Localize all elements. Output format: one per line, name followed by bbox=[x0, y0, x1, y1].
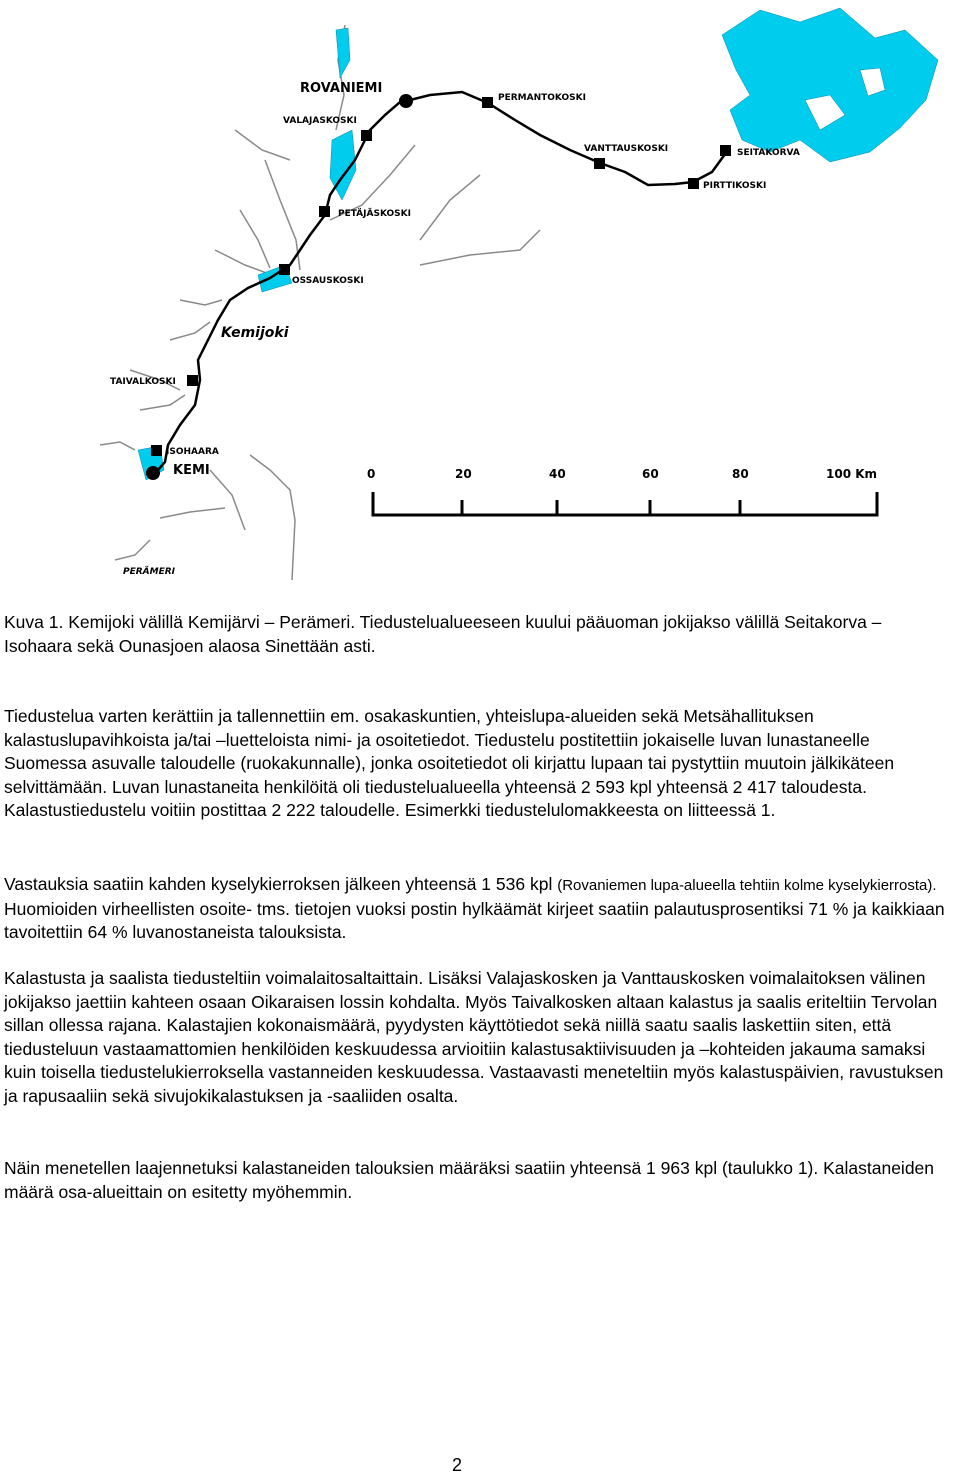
scale-label: 80 bbox=[732, 467, 749, 481]
scale-label: 0 bbox=[367, 467, 376, 481]
map-label-taivalkoski: TAIVALKOSKI bbox=[110, 377, 176, 387]
scale-label: 40 bbox=[549, 467, 566, 481]
paragraph-extrapolation: Näin menetellen laajennetuksi kalastaneiden talouksien määräksi saatiin yhteensä 1 963 kpl (taulukko 1). Kalastaneiden määrä osa-alueittain on esitetty myöhemmin. bbox=[4, 1158, 935, 1202]
responses-note: (Rovaniemen lupa-alueella tehtiin kolme kyselykierrosta). bbox=[557, 877, 937, 894]
map-label-ossauskoski: OSSAUSKOSKI bbox=[292, 276, 364, 286]
scale-label: 60 bbox=[642, 467, 659, 481]
map-label-pirttikoski: PIRTTIKOSKI bbox=[703, 181, 767, 191]
map-label-permantokoski: PERMANTOKOSKI bbox=[498, 93, 586, 103]
paragraph-address-collection: Tiedustelua varten kerättiin ja tallennettiin em. osakaskuntien, yhteislupa-alueiden sekä Metsähallituksen kalastuslupavihkoista ja/tai –luetteloista nimi- ja osoitetiedot. Tiedustelu postitettiin jokaiselle luvan lunastaneelle Suomessa asuvalle taloudelle (ruokakunnalle), jonka osoitetiedot oli kirjattu lupaan tai pystyttiin muutoin jälkikäteen selvittämään. Luvan lunastaneita henkilöitä oli tiedustelualueella yhteensä 2 593 kpl yhteensä 2 417 taloudesta. Kalastustiedustelu voitiin postittaa 2 222 taloudelle. Esimerkki tiedustelulomakkeesta on liitteessä 1. bbox=[4, 706, 895, 820]
map-label-kemi: KEMI bbox=[173, 463, 210, 478]
responses-text: Vastauksia saatiin kahden kyselykierroksen jälkeen yhteensä 1 536 kpl bbox=[4, 874, 558, 894]
map-label-rovaniemi: ROVANIEMI bbox=[300, 81, 383, 96]
paragraph-method: Kalastusta ja saalista tiedusteltiin voimalaitosaltaittain. Lisäksi Valajaskosken ja Vanttauskosken voimalaitoksen välinen jokijakso jaettiin kahteen osaan Oikaraisen lossin kohdalta. Myös Taivalkosken altaan kalastus ja saalis eriteltiin Tervolan sillan ollessa rajana. Kalastajien kokonaismäärä, pyydysten käyttötiedot sekä niillä saatu saalis laskettiin siten, että tiedusteluun vastaamattomien henkilöiden keskuudessa arvioitiin kalastusaktiivisuuden ja –kohteiden jakauma samaksi kuin toisella tiedustelukierroksella vastanneiden keskuudessa. Vastaavasti meneteltiin myös kalastuspäivien, ravustuksen ja rapusaaliin sekä sivujokikalastuksen ja -saaliiden osalta. bbox=[4, 968, 944, 1106]
map-label-seitakorva: SEITAKORVA bbox=[737, 148, 800, 158]
water-bodies bbox=[138, 8, 938, 480]
map-label-kemijoki: Kemijoki bbox=[221, 325, 289, 341]
page-number: 2 bbox=[452, 1455, 463, 1475]
paragraph-responses bbox=[4, 873, 946, 945]
map-label-petajaskoski: PETÄJÄSKOSKI bbox=[338, 209, 411, 219]
figure-caption: Kuva 1. Kemijoki välillä Kemijärvi – Perämeri. Tiedustelualueeseen kuului pääuoman jokijakso välillä Seitakorva – Isohaara sekä Ounasjoen alaosa Sinettään asti. bbox=[4, 612, 882, 656]
tributaries bbox=[100, 25, 540, 580]
scale-bar bbox=[367, 467, 877, 515]
scale-label: 100 Km bbox=[826, 467, 878, 481]
map-label-perameri: PERÄMERI bbox=[123, 567, 176, 577]
map-label-vanttauskoski: VANTTAUSKOSKI bbox=[584, 144, 669, 154]
river-map bbox=[0, 0, 960, 590]
map-label-valajaskoski: VALAJASKOSKI bbox=[283, 116, 357, 126]
responses-text-continued: Huomioiden virheellisten osoite- tms. tietojen vuoksi postin hylkäämät kirjeet saatiin palautusprosentiksi 71 % ja kaikkiaan tavoitettiin 64 % luvanostaneista talouksista. bbox=[4, 898, 945, 942]
scale-label: 20 bbox=[455, 467, 472, 481]
map-label-isohaara: ISOHAARA bbox=[166, 447, 219, 457]
